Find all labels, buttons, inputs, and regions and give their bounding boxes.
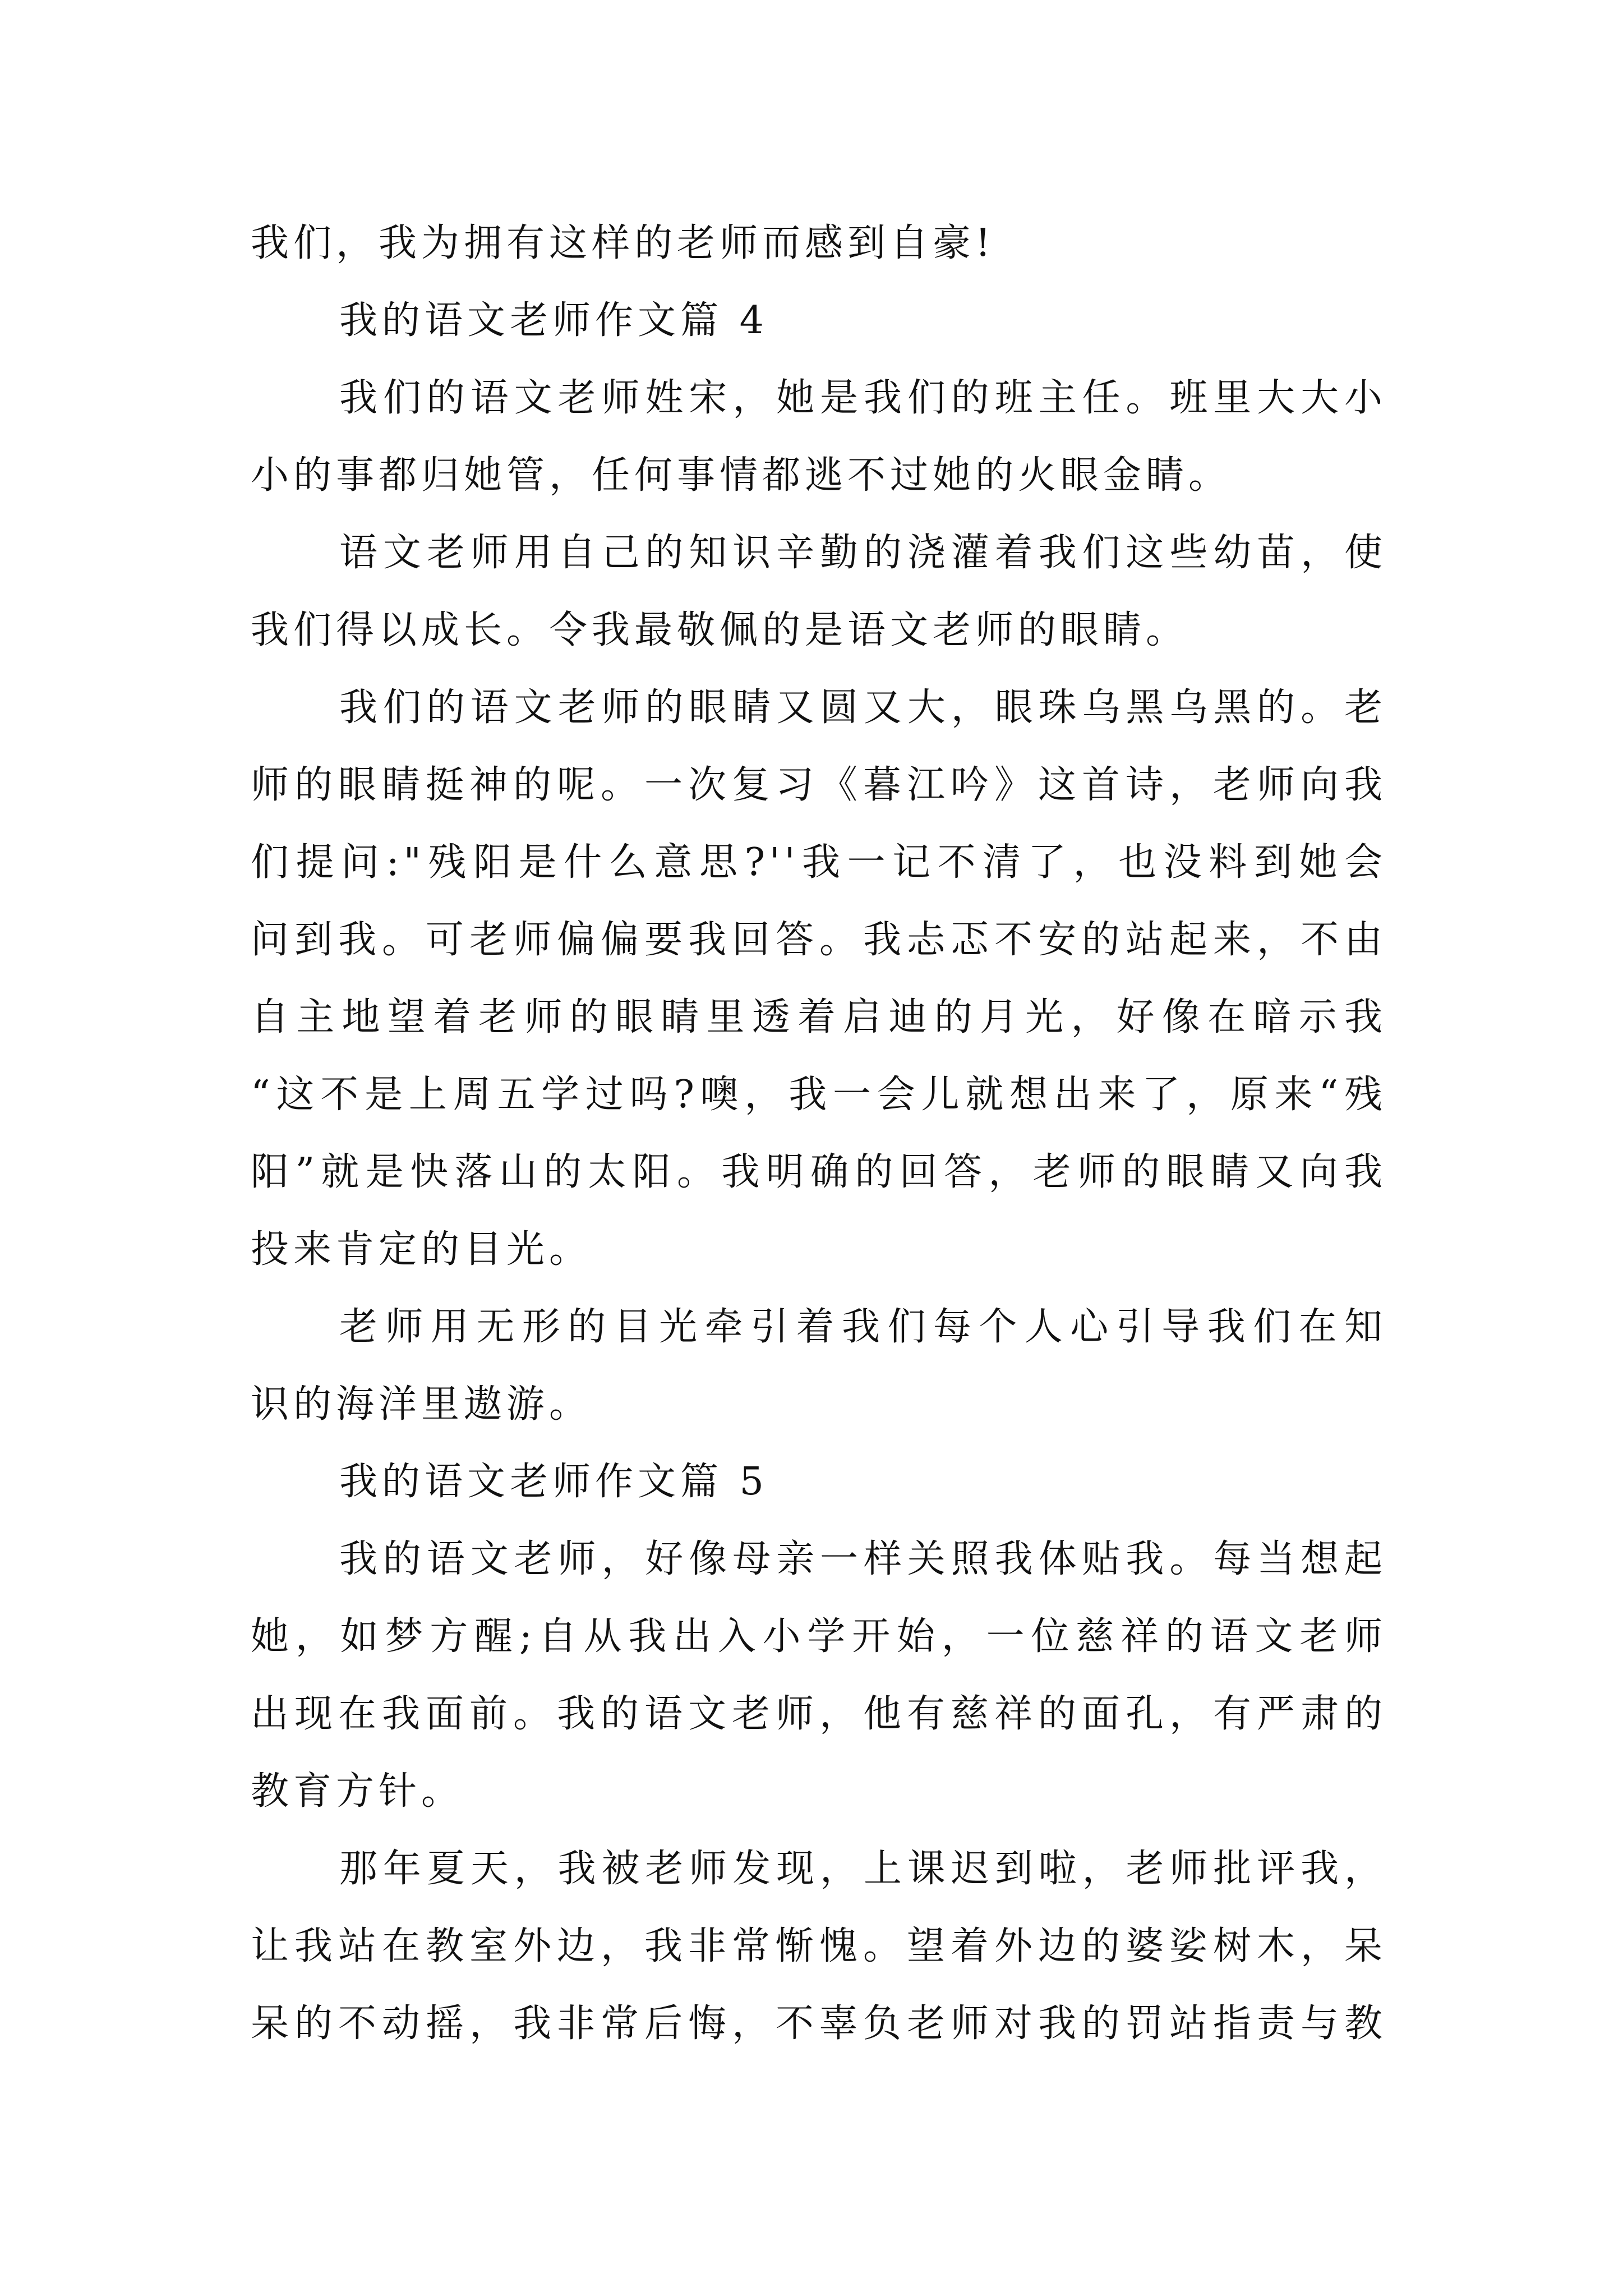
paragraph bbox=[251, 1289, 1387, 1443]
paragraph-line: 们提问:"残阳是什么意思?''我一记不清了，也没料到她会 bbox=[251, 840, 1387, 885]
paragraph-line: 师的眼睛挺神的呢。一次复习《暮江吟》这首诗，老师向我 bbox=[251, 763, 1387, 807]
paragraph-line: 让我站在教室外边，我非常惭愧。望着外边的婆娑树木，呆 bbox=[251, 1924, 1387, 1968]
paragraph bbox=[251, 1830, 1387, 2063]
paragraph-line: 教育方针。 bbox=[251, 1769, 464, 1814]
paragraph-line: 语文老师用自己的知识辛勤的浇灌着我们这些幼苗，使 bbox=[339, 531, 1387, 575]
paragraph-line: 小的事都归她管，任何事情都逃不过她的火眼金睛。 bbox=[251, 453, 1232, 498]
section-heading: 我的语文老师作文篇 5 bbox=[339, 1460, 768, 1504]
paragraph bbox=[251, 669, 1387, 1289]
section-heading: 我的语文老师作文篇 4 bbox=[339, 298, 768, 343]
paragraph-line: 投来肯定的目光。 bbox=[251, 1227, 592, 1272]
document-body bbox=[251, 205, 1387, 2063]
essay-section-5 bbox=[251, 1443, 1387, 2063]
paragraph-line: “这不是上周五学过吗?噢，我一会儿就想出来了，原来“残 bbox=[251, 1073, 1387, 1117]
paragraph-continued bbox=[251, 205, 1387, 282]
paragraph-line: 那年夏天，我被老师发现，上课迟到啦，老师批评我， bbox=[339, 1847, 1387, 1891]
essay-section-4 bbox=[251, 282, 1387, 1443]
paragraph bbox=[251, 360, 1387, 514]
paragraph-line: 她，如梦方醒;自从我出入小学开始，一位慈祥的语文老师 bbox=[251, 1614, 1387, 1659]
paragraph-line: 识的海洋里遨游。 bbox=[251, 1382, 592, 1427]
paragraph-line: 我们，我为拥有这样的老师而感到自豪! bbox=[251, 221, 995, 265]
paragraph-line: 问到我。可老师偏偏要我回答。我忐忑不安的站起来，不由 bbox=[251, 918, 1387, 962]
paragraph-line: 出现在我面前。我的语文老师，他有慈祥的面孔，有严肃的 bbox=[251, 1692, 1387, 1736]
paragraph-line: 阳”就是快落山的太阳。我明确的回答，老师的眼睛又向我 bbox=[251, 1150, 1387, 1194]
paragraph-line: 我的语文老师，好像母亲一样关照我体贴我。每当想起 bbox=[339, 1537, 1387, 1581]
paragraph-line: 我们的语文老师姓宋，她是我们的班主任。班里大大小 bbox=[339, 376, 1387, 420]
paragraph-line: 老师用无形的目光牵引着我们每个人心引导我们在知 bbox=[339, 1305, 1387, 1349]
paragraph bbox=[251, 1521, 1387, 1830]
paragraph bbox=[251, 514, 1387, 669]
paragraph-line: 我们的语文老师的眼睛又圆又大，眼珠乌黑乌黑的。老 bbox=[339, 685, 1387, 730]
paragraph-line: 呆的不动摇，我非常后悔，不辜负老师对我的罚站指责与教 bbox=[251, 2001, 1387, 2046]
paragraph-line: 自主地望着老师的眼睛里透着启迪的月光，好像在暗示我 bbox=[251, 995, 1387, 1039]
paragraph-line: 我们得以成长。令我最敬佩的是语文老师的眼睛。 bbox=[251, 608, 1189, 652]
